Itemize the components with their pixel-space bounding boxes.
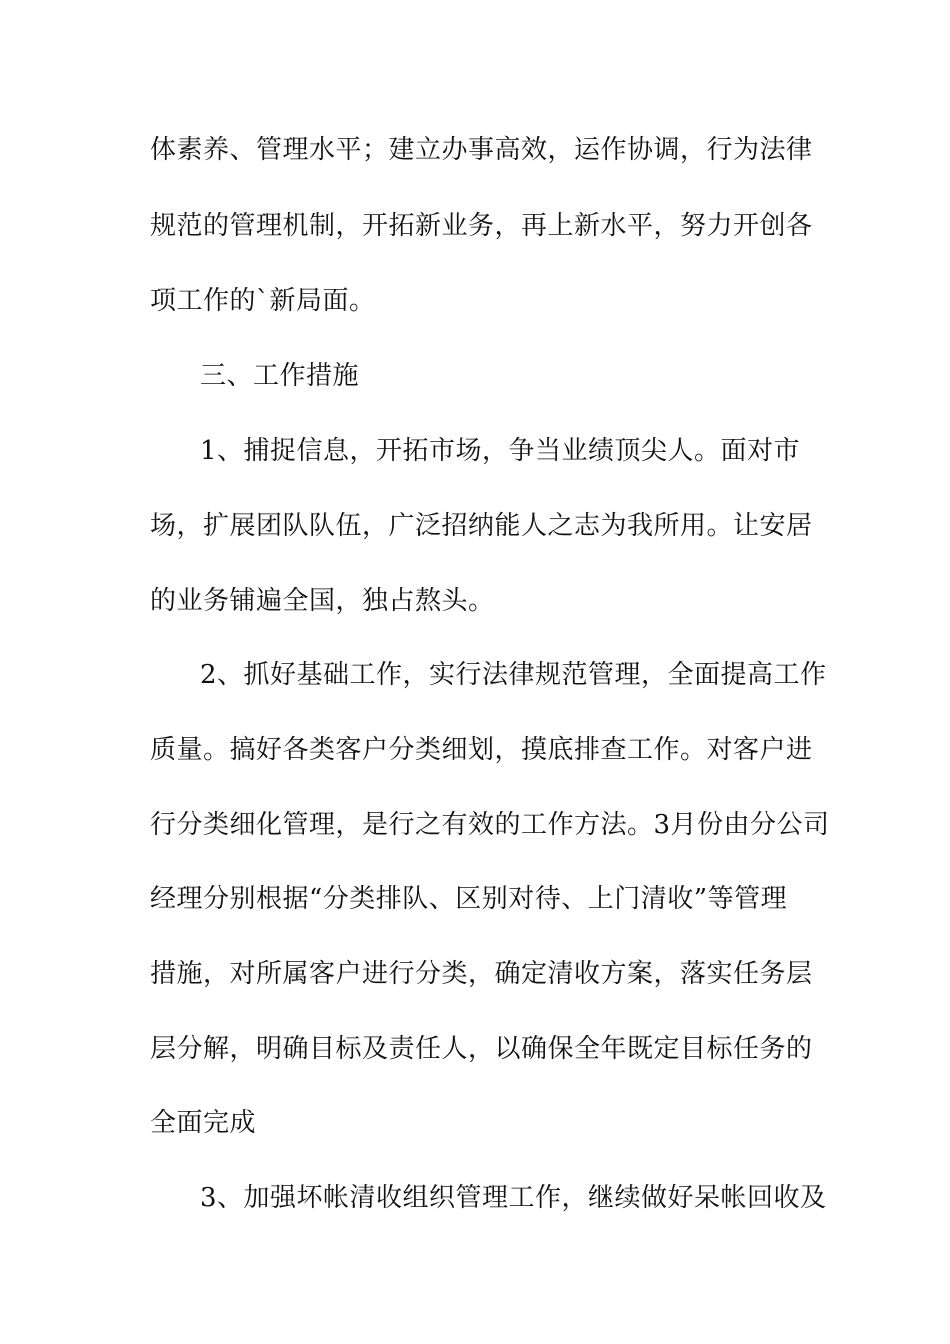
text-line: 规范的管理机制，开拓新业务，再上新水平，努力开创各: [150, 211, 813, 241]
text-line: 经理分别根据“分类排队、区别对待、上门清收”等管理: [150, 884, 788, 914]
text-line: 的业务铺遍全国，独占熬头。: [150, 586, 495, 616]
text-line: 2、抓好基础工作，实行法律规范管理，全面提高工作: [200, 660, 827, 690]
text-line: 体素养、管理水平；建立办事高效，运作协调，行为法律: [150, 135, 813, 165]
text-line: 3、加强坏帐清收组织管理工作，继续做好呆帐回收及: [200, 1183, 827, 1213]
text-line: 项工作的`新局面。: [150, 286, 376, 316]
text-line: 行分类细化管理，是行之有效的工作方法。3月份由分公司: [150, 810, 830, 840]
text-line: 层分解，明确目标及责任人，以确保全年既定目标任务的: [150, 1034, 813, 1064]
text-line: 质量。搞好各类客户分类细划，摸底排查工作。对客户进: [150, 735, 813, 765]
text-line: 1、捕捉信息，开拓市场，争当业绩顶尖人。面对市: [200, 436, 801, 466]
text-line: 措施，对所属客户进行分类，确定清收方案，落实任务层: [150, 959, 813, 989]
section-heading: 三、工作措施: [200, 361, 360, 391]
text-line: 场，扩展团队队伍，广泛招纳能人之志为我所用。让安居: [150, 511, 813, 541]
text-line: 全面完成: [150, 1108, 257, 1138]
